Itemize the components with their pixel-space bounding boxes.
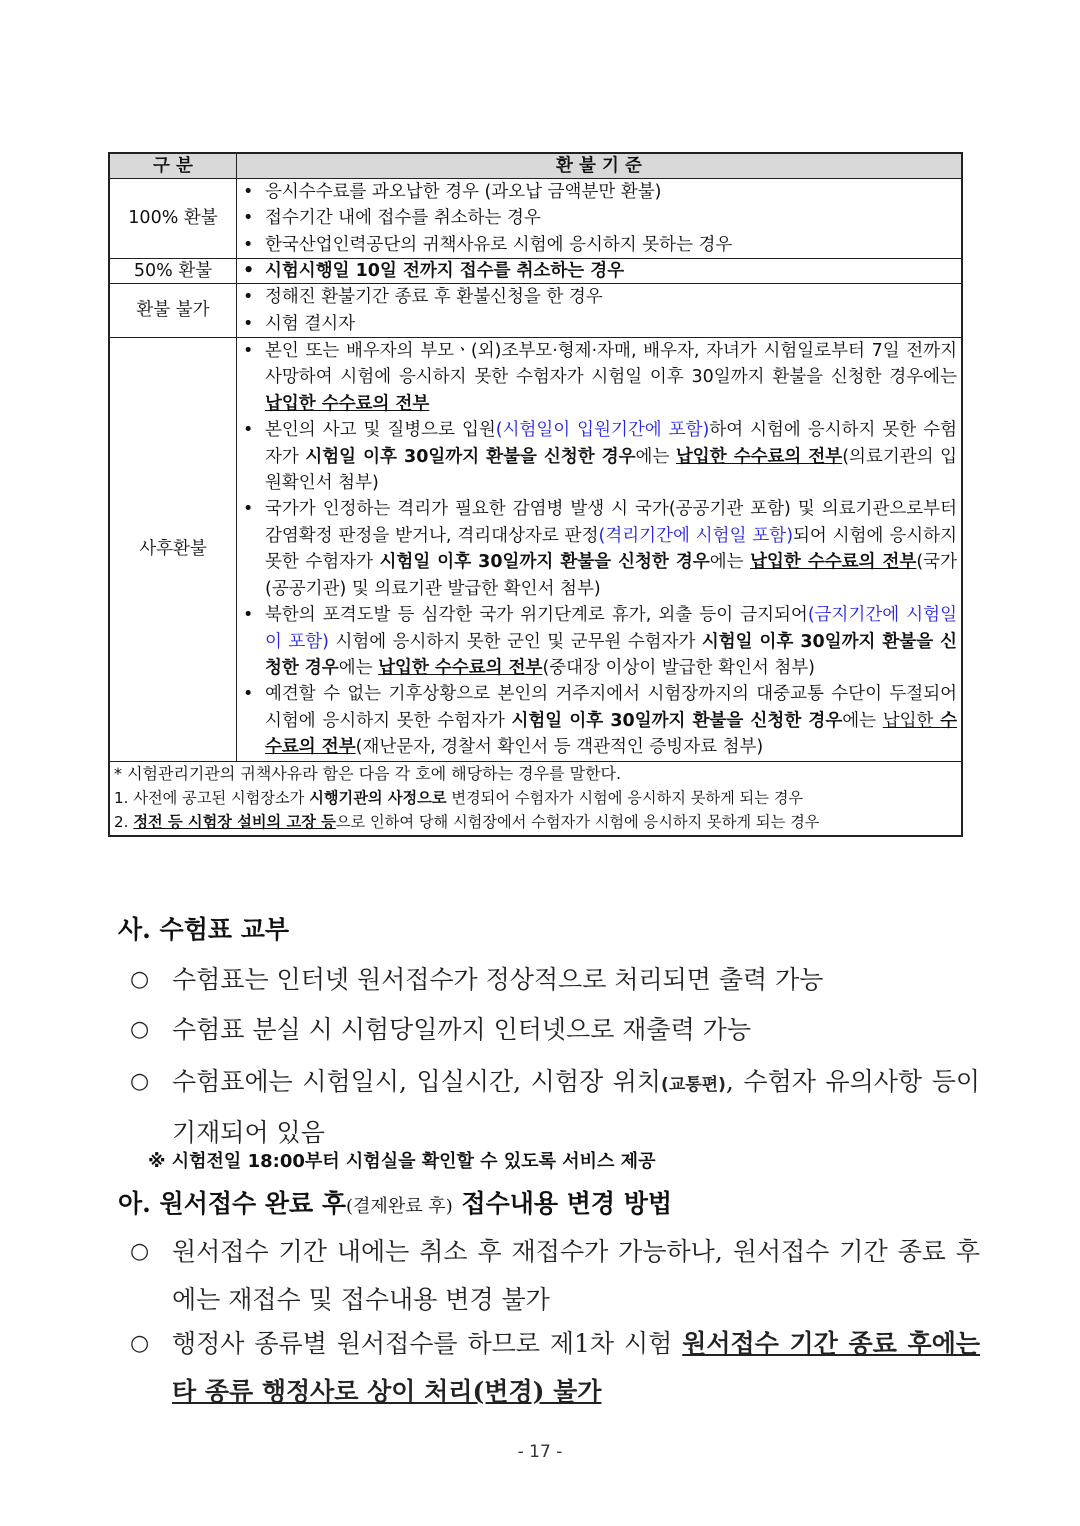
- footnote-head: * 시험관리기관의 귀책사유라 함은 다음 각 호에 해당하는 경우를 말한다.: [114, 763, 622, 783]
- criterion-item: • 본인 또는 배우자의 부모ㆍ(외)조부모·형제·자매, 배우자, 자녀가 시험일로부터 7일 전까지 사망하여 시험에 응시하지 못한 수험자가 시험일 이후 30일까지 환불을 신청한 경우에는 납입한 수수료의 전부: [243, 341, 957, 414]
- row-no-refund: [109, 284, 962, 338]
- paragraph-sa-1: ○ 수험표는 인터넷 원서접수가 정상적으로 처리되면 출력 가능: [130, 956, 980, 1004]
- footnote-item-2: 2. 정전 등 시험장 설비의 고장 등으로 인하여 당해 시험장에서 수험자가 시험에 응시하지 못하게 되는 경우: [114, 813, 820, 832]
- row-post-refund: [109, 338, 962, 762]
- criterion-item: • 예견할 수 없는 기후상황으로 본인의 거주지에서 시험장까지의 대중교통 수단이 두절되어 시험에 응시하지 못한 수험자가 시험일 이후 30일까지 환불을 신청한 경우에는 납입한 수수료의 전부(재난문자, 경찰서 확인서 등 객관적인 증빙자료 첨부): [243, 684, 958, 758]
- section-sa-title: 사. 수험표 교부: [118, 915, 290, 944]
- category-post-refund: 사후환불: [109, 338, 237, 762]
- criterion-item: • 북한의 포격도발 등 심각한 국가 위기단계로 휴가, 외출 등이 금지되어(금지기간에 시험일이 포함) 시험에 응시하지 못한 군인 및 군무원 수험자가 시험일 이후 30일까지 환불을 신청한 경우에는 납입한 수수료의 전부(중대장 이상이 발급한 확인서 첨부): [243, 605, 957, 678]
- page-number: - 17 -: [517, 1442, 563, 1462]
- category-no-refund: 환불 불가: [109, 284, 237, 338]
- criterion-item: • 국가가 인정하는 격리가 필요한 감염병 발생 시 국가(공공기관 포함) 및 의료기관으로부터 감염확정 판정을 받거나, 격리대상자로 판정(격리기간에 시험일 포함)되어 시험에 응시하지 못한 수험자가 시험일 이후 30일까지 환불을 신청한 경우에는 납입한 수수료의 전부(국가(공공기관) 및 의료기관 발급한 확인서 첨부): [243, 499, 957, 599]
- circle-bullet-icon: ○: [130, 1239, 150, 1264]
- criterion-item: • 한국산업인력공단의 귀책사유로 시험에 응시하지 못하는 경우: [243, 234, 733, 255]
- criterion-item: • 정해진 환불기간 종료 후 환불신청을 한 경우: [243, 287, 603, 308]
- paragraph-sa-3: ○ 수험표에는 시험일시, 입실시간, 시험장 위치(교통편), 수험자 유의사항 등이 기재되어 있음: [130, 1058, 980, 1157]
- criterion-item: • 본인의 사고 및 질병으로 입원(시험일이 입원기간에 포함)하여 시험에 응시하지 못한 수험자가 시험일 이후 30일까지 환불을 신청한 경우에는 납입한 수수료의 전부(의료기관의 입원확인서 첨부): [243, 420, 958, 494]
- category-half-refund: 50% 환불: [109, 259, 237, 284]
- paragraph-sa-2: ○ 수험표 분실 시 시험당일까지 인터넷으로 재출력 가능: [130, 1006, 980, 1054]
- paragraph-a-2: ○ 행정사 종류별 원서접수를 하므로 제1차 시험 원서접수 기간 종료 후에는 타 종류 행정사로 상이 처리(변경) 불가: [130, 1320, 980, 1416]
- criteria-post-refund: [237, 338, 963, 762]
- criteria-half-refund: [237, 259, 963, 284]
- circle-bullet-icon: ○: [130, 1331, 150, 1356]
- criteria-no-refund: [237, 284, 963, 338]
- service-notice: ※ 시험전일 18:00부터 시험실을 확인할 수 있도록 서비스 제공: [148, 1151, 656, 1172]
- header-criteria: 환 불 기 준: [237, 153, 963, 179]
- criterion-item: • 접수기간 내에 접수를 취소하는 경우: [243, 208, 541, 229]
- criterion-item: • 시험시행일 10일 전까지 접수를 취소하는 경우: [243, 261, 625, 282]
- category-full-refund: 100% 환불: [109, 179, 237, 259]
- paragraph-a-1: ○ 원서접수 기간 내에는 취소 후 재접수가 가능하나, 원서접수 기간 종료 후에는 재접수 및 접수내용 변경 불가: [130, 1228, 980, 1324]
- row-note: [109, 761, 962, 836]
- circle-bullet-icon: ○: [130, 967, 150, 992]
- criterion-item: • 응시수수료를 과오납한 경우 (과오납 금액분만 환불): [243, 182, 662, 202]
- table-footnote: [109, 761, 962, 836]
- row-half-refund: [109, 259, 962, 284]
- header-category: 구 분: [109, 153, 237, 179]
- refund-criteria-table: [108, 152, 963, 837]
- circle-bullet-icon: ○: [130, 1017, 150, 1042]
- criteria-full-refund: [237, 179, 963, 259]
- footnote-item-1: 1. 사전에 공고된 시험장소가 시행기관의 사정으로 변경되어 수험자가 시험에 응시하지 못하게 되는 경우: [114, 788, 804, 807]
- row-full-refund: [109, 179, 962, 259]
- table-header-row: [109, 153, 962, 179]
- criterion-item: • 시험 결시자: [243, 313, 356, 334]
- section-a-title: 아. 원서접수 완료 후(결제완료 후) 접수내용 변경 방법: [118, 1189, 673, 1218]
- circle-bullet-icon: ○: [130, 1069, 150, 1094]
